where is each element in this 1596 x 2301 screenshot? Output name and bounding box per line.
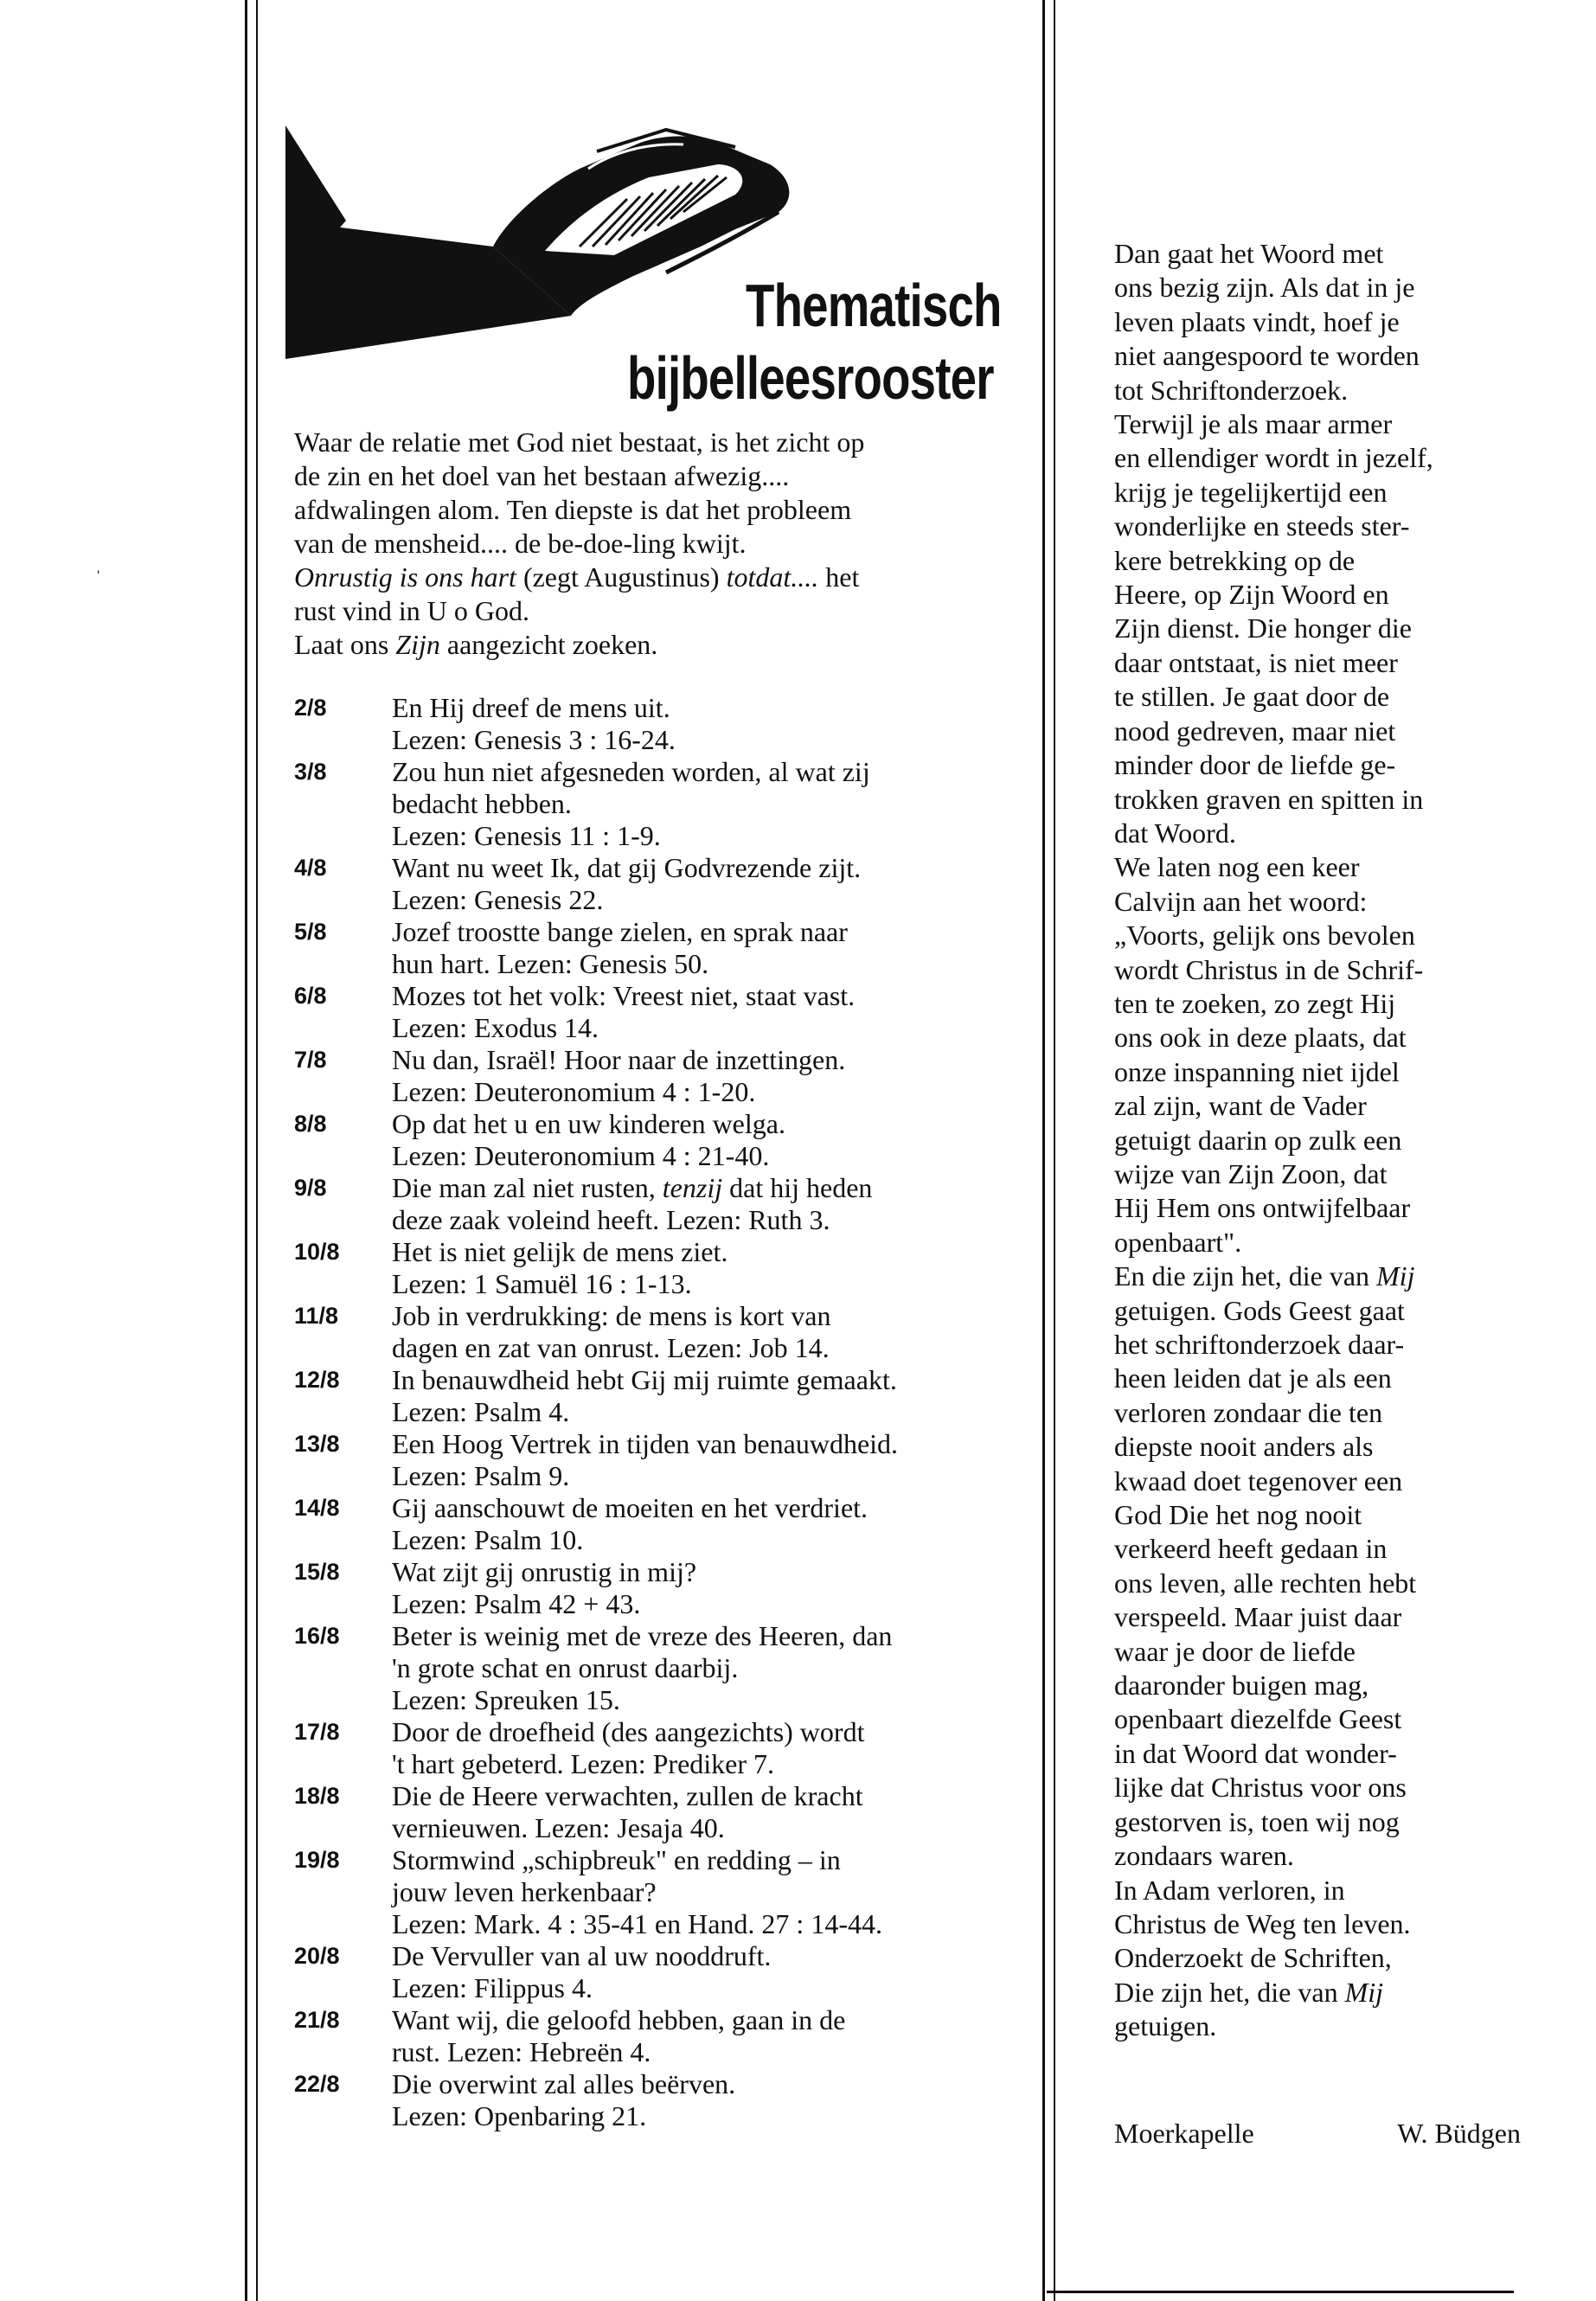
schedule-date: 10/8 <box>294 1239 340 1265</box>
schedule-text-line: Lezen: Mark. 4 : 35-41 en Hand. 27 : 14-44. <box>392 1908 882 1939</box>
schedule-text-line: Lezen: Exodus 14. <box>392 1012 599 1043</box>
schedule-entry <box>294 1300 1055 1364</box>
schedule-date: 20/8 <box>294 1943 340 1969</box>
title-line-1: Thematisch <box>746 272 1002 339</box>
right-column-line: zondaars waren. <box>1114 1840 1294 1872</box>
schedule-text-line: Lezen: Genesis 11 : 1-9. <box>392 820 661 851</box>
schedule-entry <box>294 1172 1055 1236</box>
schedule-date: 2/8 <box>294 695 327 721</box>
schedule-text-line: dagen en zat van onrust. Lezen: Job 14. <box>392 1332 830 1363</box>
schedule-text-line: Nu dan, Israël! Hoor naar de inzettingen. <box>392 1044 846 1075</box>
schedule-text <box>392 1108 1055 1172</box>
schedule-entry <box>294 916 1055 980</box>
schedule-text-line: vernieuwen. Lezen: Jesaja 40. <box>392 1812 725 1843</box>
schedule-entry <box>294 1620 1055 1716</box>
right-column-line: heen leiden dat je als een <box>1114 1362 1392 1394</box>
schedule-date: 12/8 <box>294 1367 340 1393</box>
schedule-entry <box>294 1556 1055 1620</box>
schedule-text <box>392 1620 1055 1716</box>
schedule-text <box>392 1236 1055 1300</box>
right-column-line: dat Woord. <box>1114 817 1236 849</box>
left-column-rule-outer <box>245 0 247 2301</box>
schedule-text-line: Een Hoog Vertrek in tijden van benauwdheid. <box>392 1428 899 1459</box>
right-column-line: ons bezig zijn. Als dat in je <box>1114 272 1415 304</box>
schedule-date: 9/8 <box>294 1175 327 1201</box>
schedule-text-line: Lezen: Psalm 9. <box>392 1460 570 1491</box>
right-column-line: zal zijn, want de Vader <box>1114 1090 1367 1122</box>
plain-phrase: aangezicht zoeken. <box>439 629 658 660</box>
schedule-text <box>392 2068 1055 2132</box>
right-column-text <box>1114 237 1529 2044</box>
right-column-line: Die zijn het, die van Mij <box>1114 1976 1384 2008</box>
schedule-date: 5/8 <box>294 919 327 945</box>
right-column-line: openbaart diezelfde Geest <box>1114 1703 1402 1735</box>
right-column-line: We laten nog een keer <box>1114 851 1360 883</box>
schedule-text-line: Wat zijt gij onrustig in mij? <box>392 1556 697 1587</box>
schedule-text-line: bedacht hebben. <box>392 788 572 819</box>
right-column-line: getuigt daarin op zulk een <box>1114 1124 1402 1156</box>
schedule-text-line: Die de Heere verwachten, zullen de kracht <box>392 1780 863 1811</box>
intro-line: afdwalingen alom. Ten diepste is dat het probleem <box>294 494 852 525</box>
schedule-text-line: Lezen: Filippus 4. <box>392 1972 593 2003</box>
schedule-text-line: Mozes tot het volk: Vreest niet, staat vast. <box>392 980 856 1011</box>
schedule-entry <box>294 1108 1055 1172</box>
schedule-text <box>392 2004 1055 2068</box>
right-column-line: tot Schriftonderzoek. <box>1114 374 1349 406</box>
plain-phrase: (zegt Augustinus) <box>516 561 727 593</box>
schedule-text-line: Lezen: Genesis 3 : 16-24. <box>392 724 676 755</box>
right-column-line: te stillen. Je gaat door de <box>1114 681 1390 713</box>
italic-phrase: totdat.... <box>726 561 819 593</box>
intro-paragraph <box>294 426 1064 662</box>
schedule-date: 8/8 <box>294 1111 327 1137</box>
schedule-date: 6/8 <box>294 983 327 1009</box>
right-column-line: ten te zoeken, zo zegt Hij <box>1114 987 1396 1019</box>
schedule-date: 7/8 <box>294 1047 327 1073</box>
schedule-entry <box>294 1492 1055 1556</box>
title-line-2: bijbelleesrooster <box>627 344 994 412</box>
schedule-text-line: De Vervuller van al uw nooddruft. <box>392 1940 772 1971</box>
schedule-text-line: Lezen: Spreuken 15. <box>392 1684 620 1715</box>
intro-line <box>294 628 1064 662</box>
right-column-line: lijke dat Christus voor ons <box>1114 1772 1407 1804</box>
right-column-line: trokken graven en spitten in <box>1114 783 1424 815</box>
right-column-line: wijze van Zijn Zoon, dat <box>1114 1157 1388 1189</box>
schedule-text-line: Gij aanschouwt de moeiten en het verdriet. <box>392 1492 869 1523</box>
schedule-text-line: deze zaak voleind heeft. Lezen: Ruth 3. <box>392 1204 830 1235</box>
right-column-line: wonderlijke en steeds ster- <box>1114 510 1410 542</box>
schedule-text-line: Want nu weet Ik, dat gij Godvrezende zijt. <box>392 852 862 883</box>
schedule-text-line: Lezen: Psalm 42 + 43. <box>392 1588 641 1619</box>
schedule-text-line: Jozef troostte bange zielen, en sprak naar <box>392 916 848 947</box>
schedule-date: 13/8 <box>294 1431 340 1457</box>
intro-line: de zin en het doel van het bestaan afwezig.... <box>294 460 790 491</box>
schedule-date: 11/8 <box>294 1303 339 1329</box>
right-column-line: Christus de Weg ten leven. <box>1114 1907 1411 1939</box>
right-column-line: waar je door de liefde <box>1114 1635 1356 1667</box>
right-column-line: Terwijl je als maar armer <box>1114 408 1393 440</box>
hand-holding-bible-icon <box>285 117 822 376</box>
schedule-text <box>392 852 1055 916</box>
right-column-line: leven plaats vindt, hoef je <box>1114 305 1400 337</box>
right-column-line: In Adam verloren, in <box>1114 1874 1345 1906</box>
right-column-line: verspeeld. Maar juist daar <box>1114 1601 1402 1633</box>
right-column-line: het schriftonderzoek daar- <box>1114 1329 1405 1360</box>
schedule-entry <box>294 1364 1055 1428</box>
schedule-text <box>392 1716 1055 1780</box>
schedule-date: 22/8 <box>294 2071 340 2097</box>
intro-line: rust vind in U o God. <box>294 595 529 626</box>
schedule-date: 14/8 <box>294 1495 340 1521</box>
schedule-text <box>392 1940 1055 2004</box>
right-column-line: wordt Christus in de Schrif- <box>1114 953 1424 985</box>
signature-author: W. Büdgen <box>1397 2118 1521 2149</box>
schedule-text <box>392 1780 1055 1844</box>
schedule-entry <box>294 1940 1055 2004</box>
schedule-text-line: Die man zal niet rusten, tenzij dat hij heden <box>392 1172 873 1203</box>
schedule-text <box>392 692 1055 756</box>
schedule-text <box>392 1492 1055 1556</box>
right-column-line: in dat Woord dat wonder- <box>1114 1737 1397 1769</box>
right-column-line: niet aangespoord te worden <box>1114 340 1420 372</box>
right-column-line: minder door de liefde ge- <box>1114 749 1396 781</box>
italic-phrase: Zijn <box>395 629 440 660</box>
schedule-text <box>392 1844 1055 1940</box>
schedule-text <box>392 1044 1055 1108</box>
schedule-entry <box>294 980 1055 1044</box>
schedule-date: 17/8 <box>294 1719 340 1745</box>
right-column-line: kere betrekking op de <box>1114 544 1356 576</box>
right-column-line: Calvijn aan het woord: <box>1114 885 1368 917</box>
schedule-text <box>392 1172 1055 1236</box>
schedule-date: 21/8 <box>294 2007 340 2033</box>
schedule-entry <box>294 852 1055 916</box>
schedule-text <box>392 916 1055 980</box>
schedule-text-line: Lezen: Openbaring 21. <box>392 2100 647 2131</box>
schedule-entry <box>294 692 1055 756</box>
schedule-entry <box>294 1716 1055 1780</box>
right-column-line: „Voorts, gelijk ons bevolen <box>1114 920 1415 952</box>
italic-phrase: Onrustig is ons hart <box>294 561 516 593</box>
right-column-line: Onderzoekt de Schriften, <box>1114 1942 1392 1974</box>
schedule-text-line: Lezen: Deuteronomium 4 : 1-20. <box>392 1076 756 1107</box>
schedule-entry <box>294 1844 1055 1940</box>
margin-tick: ˈ <box>95 567 102 588</box>
schedule-text-line: Job in verdrukking: de mens is kort van <box>392 1300 831 1331</box>
intro-line: van de mensheid.... de be-doe-ling kwijt. <box>294 528 747 559</box>
intro-line: Waar de relatie met God niet bestaat, is het zicht op <box>294 426 865 458</box>
left-column-rule-inner <box>256 0 258 2301</box>
right-column-line: Heere, op Zijn Woord en <box>1114 579 1389 611</box>
right-column-line: Dan gaat het Woord met <box>1114 238 1384 269</box>
right-column-line: openbaart". <box>1114 1226 1242 1258</box>
schedule-text-line: Zou hun niet afgesneden worden, al wat zij <box>392 756 870 787</box>
right-column-line: Hij Hem ons ontwijfelbaar <box>1114 1192 1411 1224</box>
right-column-line: God Die het nog nooit <box>1114 1499 1362 1531</box>
right-column-line: diepste nooit anders als <box>1114 1431 1374 1463</box>
right-column-line: getuigen. Gods Geest gaat <box>1114 1294 1405 1326</box>
schedule-text-line: Lezen: Psalm 4. <box>392 1396 570 1427</box>
schedule-text-line: 'n grote schat en onrust daarbij. <box>392 1652 739 1683</box>
schedule-text <box>392 1428 1055 1492</box>
right-column-line: En die zijn het, die van Mij <box>1114 1260 1415 1292</box>
schedule-text-line: Lezen: 1 Samuël 16 : 1-13. <box>392 1268 692 1299</box>
right-column-line: ons leven, alle rechten hebt <box>1114 1567 1417 1599</box>
schedule-text <box>392 1364 1055 1428</box>
schedule-text-line: Beter is weinig met de vreze des Heeren, dan <box>392 1620 893 1651</box>
right-column-line: verkeerd heeft gedaan in <box>1114 1533 1388 1565</box>
schedule-text-line: Door de droefheid (des aangezichts) wordt <box>392 1716 865 1747</box>
schedule-text-line: En Hij dreef de mens uit. <box>392 692 670 723</box>
signature-place: Moerkapelle <box>1114 2118 1254 2149</box>
right-column-line: en ellendiger wordt in jezelf, <box>1114 442 1433 474</box>
schedule-date: 15/8 <box>294 1559 340 1585</box>
right-column-line: daaronder buigen mag, <box>1114 1670 1369 1702</box>
schedule-entry <box>294 2004 1055 2068</box>
schedule-entry <box>294 1044 1055 1108</box>
schedule-entry <box>294 756 1055 852</box>
schedule-text-line: 't hart gebeterd. Lezen: Prediker 7. <box>392 1748 775 1779</box>
schedule-text-line: Lezen: Deuteronomium 4 : 21-40. <box>392 1140 770 1171</box>
right-column-line: krijg je tegelijkertijd een <box>1114 476 1388 508</box>
schedule-date: 3/8 <box>294 759 327 785</box>
schedule-entry <box>294 1780 1055 1844</box>
schedule-text-line: Lezen: Psalm 10. <box>392 1524 584 1555</box>
schedule-entry <box>294 2068 1055 2132</box>
schedule-entry <box>294 1428 1055 1492</box>
schedule-entry <box>294 1236 1055 1300</box>
schedule-text-line: Die overwint zal alles beërven. <box>392 2068 736 2099</box>
right-column-line: daar ontstaat, is niet meer <box>1114 646 1398 678</box>
schedule-text-line: Het is niet gelijk de mens ziet. <box>392 1236 728 1267</box>
schedule-text-line: Lezen: Genesis 22. <box>392 884 604 915</box>
right-column-line: gestorven is, toen wij nog <box>1114 1805 1400 1837</box>
schedule-date: 16/8 <box>294 1623 340 1649</box>
schedule-text-line: Stormwind „schipbreuk" en redding – in <box>392 1844 841 1875</box>
schedule-text-line: Want wij, die geloofd hebben, gaan in de <box>392 2004 846 2035</box>
right-column-line: kwaad doet tegenover een <box>1114 1465 1403 1497</box>
right-column-line: verloren zondaar die ten <box>1114 1396 1383 1428</box>
schedule-date: 18/8 <box>294 1783 340 1809</box>
plain-phrase: het <box>818 561 860 593</box>
signature <box>1114 2116 1521 2150</box>
schedule-text <box>392 756 1055 852</box>
right-column-line: onze inspanning niet ijdel <box>1114 1055 1400 1087</box>
schedule-text <box>392 1556 1055 1620</box>
right-column-line: nood gedreven, maar niet <box>1114 715 1396 747</box>
schedule-text <box>392 1300 1055 1364</box>
schedule-text-line: In benauwdheid hebt Gij mij ruimte gemaakt. <box>392 1364 897 1395</box>
right-column-line: getuigen. <box>1114 2010 1217 2042</box>
schedule-text-line: jouw leven herkenbaar? <box>392 1876 657 1907</box>
right-column-line: Zijn dienst. Die honger die <box>1114 612 1412 644</box>
reading-schedule <box>294 692 1055 2132</box>
schedule-text-line: hun hart. Lezen: Genesis 50. <box>392 948 709 979</box>
schedule-text-line: Op dat het u en uw kinderen welga. <box>392 1108 785 1139</box>
schedule-date: 4/8 <box>294 855 327 881</box>
schedule-text-line: rust. Lezen: Hebreën 4. <box>392 2036 651 2067</box>
schedule-text <box>392 980 1055 1044</box>
plain-phrase: Laat ons <box>294 629 396 660</box>
schedule-date: 19/8 <box>294 1847 340 1873</box>
bottom-rule <box>1047 2291 1514 2293</box>
right-column-line: ons ook in deze plaats, dat <box>1114 1022 1407 1054</box>
intro-line <box>294 561 1064 594</box>
